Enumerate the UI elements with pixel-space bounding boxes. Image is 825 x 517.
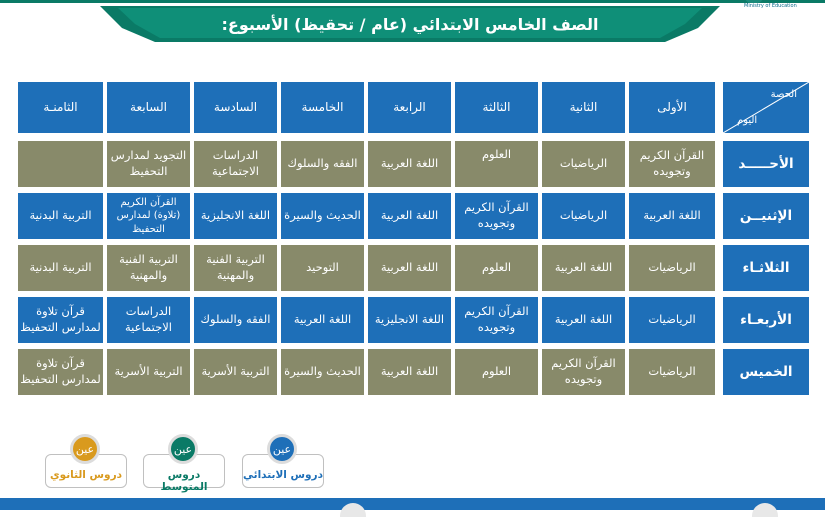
lesson-cell: الرياضيات	[542, 193, 625, 239]
day-monday: الإثنيــن	[723, 193, 809, 239]
badge-intermediate[interactable]	[143, 440, 225, 493]
lesson-cell: الدراسات الاجتماعية	[107, 297, 190, 343]
lesson-cell: الحديث والسيرة	[281, 349, 364, 395]
lesson-cell: الدراسات الاجتماعية	[194, 141, 277, 187]
ain-logo-icon: عين	[168, 434, 198, 464]
lesson-cell: قرآن تلاوة لمدارس التحفيظ	[18, 297, 103, 343]
lesson-cell: التربية الأسرية	[194, 349, 277, 395]
lesson-cell: اللغة العربية	[368, 349, 451, 395]
ain-logo-icon: عين	[70, 434, 100, 464]
lesson-cell: الرياضيات	[629, 349, 715, 395]
lesson-cell	[18, 141, 103, 187]
lesson-cell: التربية البدنية	[18, 193, 103, 239]
period-header-6: السادسة	[194, 82, 277, 133]
badge-secondary[interactable]	[45, 440, 127, 488]
day-sunday: الأحـــــد	[723, 141, 809, 187]
period-header-8: الثامنـة	[18, 82, 103, 133]
footer-bar	[0, 498, 825, 510]
day-wednesday: الأربعـاء	[723, 297, 809, 343]
lesson-cell: التوحيد	[281, 245, 364, 291]
page-title: الصف الخامس الابتدائي (عام / تحقيظ) الأسبوع: الثاني	[221, 15, 599, 64]
ministry-logo-caption: Ministry of Education	[744, 3, 797, 9]
period-header-5: الخامسة	[281, 82, 364, 133]
lesson-cell: الفقه والسلوك	[281, 141, 364, 187]
lesson-cell: التربية الأسرية	[107, 349, 190, 395]
badge-elementary[interactable]	[242, 440, 324, 488]
day-label: اليوم	[737, 114, 758, 126]
period-header-3: الثالثة	[455, 82, 538, 133]
lesson-cell: اللغة العربية	[542, 245, 625, 291]
period-header-2: الثانية	[542, 82, 625, 133]
badge-label: دروس الابتدائي	[243, 469, 323, 481]
badge-label: دروس المتوسط	[160, 469, 208, 493]
lesson-cell: العلوم	[455, 245, 538, 291]
lesson-cell: القرآن الكريم وتجويده	[629, 141, 715, 187]
lesson-cell: الحديث والسيرة	[281, 193, 364, 239]
lesson-cell: التربية البدنية	[18, 245, 103, 291]
lesson-cell: القرآن الكريم وتجويده	[455, 193, 538, 239]
lesson-cell: اللغة العربية	[629, 193, 715, 239]
lesson-cell: اللغة العربية	[368, 141, 451, 187]
lesson-cell: اللغة العربية	[281, 297, 364, 343]
period-header-4: الرابعة	[368, 82, 451, 133]
lesson-cell: العلوم	[455, 141, 538, 187]
schedule-table	[18, 82, 809, 396]
corner-header	[723, 82, 809, 133]
lesson-cell: القرآن الكريم (تلاوة) لمدارس التحفيظ	[107, 193, 190, 239]
day-thursday: الخميس	[723, 349, 809, 395]
lesson-cell: اللغة العربية	[542, 297, 625, 343]
ain-logo-icon: عين	[267, 434, 297, 464]
lesson-cell: الرياضيات	[542, 141, 625, 187]
lesson-cell: القرآن الكريم وتجويده	[542, 349, 625, 395]
period-header-1: الأولى	[629, 82, 715, 133]
top-accent-line	[0, 0, 825, 3]
lesson-cell: الفقه والسلوك	[194, 297, 277, 343]
lesson-cell: التربية الفنية والمهنية	[107, 245, 190, 291]
day-tuesday: الثلاثـاء	[723, 245, 809, 291]
period-label: الحصة	[770, 89, 797, 100]
lesson-cell: الرياضيات	[629, 297, 715, 343]
lesson-cell: التربية الفنية والمهنية	[194, 245, 277, 291]
lesson-cell: العلوم	[455, 349, 538, 395]
lesson-cell: القرآن الكريم وتجويده	[455, 297, 538, 343]
lesson-cell: اللغة العربية	[368, 193, 451, 239]
period-header-7: السابعة	[107, 82, 190, 133]
lesson-cell: اللغة الانجليزية	[368, 297, 451, 343]
badge-label: دروس الثانوي	[49, 469, 123, 481]
lesson-cell: التجويد لمدارس التحفيظ	[107, 141, 190, 187]
lesson-cell: اللغة العربية	[368, 245, 451, 291]
lesson-cell: اللغة الانجليزية	[194, 193, 277, 239]
lesson-cell: الرياضيات	[629, 245, 715, 291]
title-banner	[100, 6, 720, 64]
lesson-cell: قرآن تلاوة لمدارس التحفيظ	[18, 349, 103, 395]
